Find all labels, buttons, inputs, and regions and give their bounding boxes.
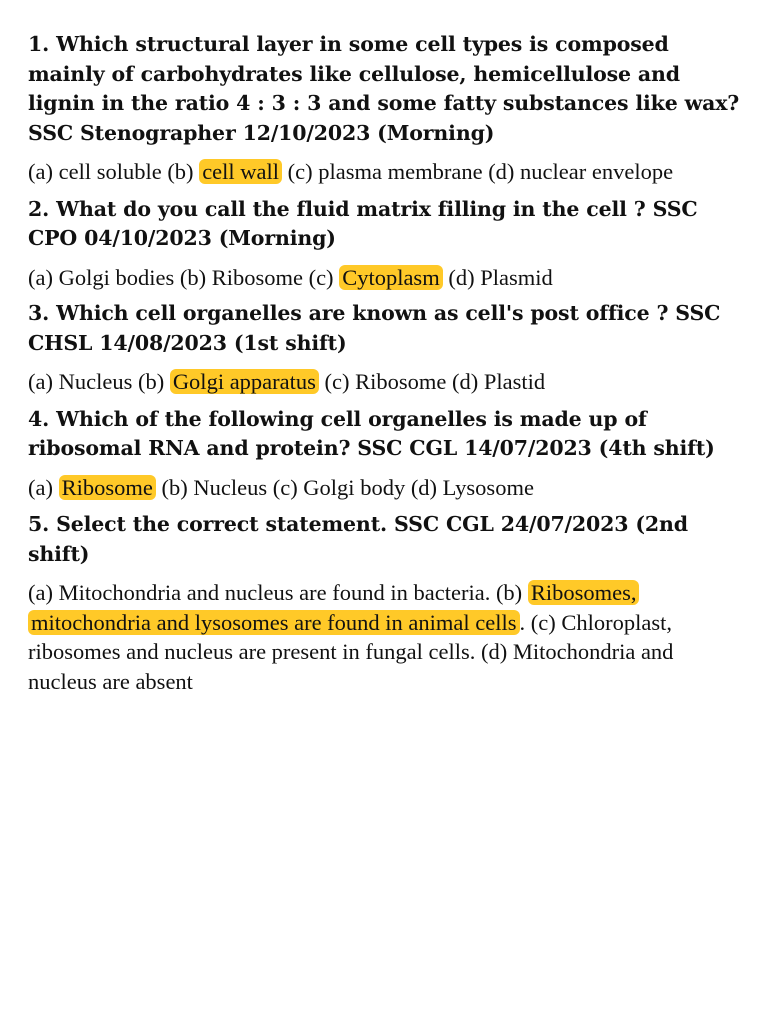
question-block-3	[28, 299, 740, 397]
question-block-5	[28, 510, 740, 696]
question-text: 1. Which structural layer in some cell types is composed mainly of carbohydrates like cellulose, hemicellulose and lignin in the ratio 4 : 3 : 3 and some fatty substances like wax? SSC Stenographer 12/10/2023 (Morning)	[28, 32, 740, 145]
question-block-2	[28, 195, 740, 293]
question-block-1	[28, 30, 740, 187]
highlighted-answer: Cytoplasm	[339, 265, 443, 290]
question-text: 5. Select the correct statement. SSC CGL 24/07/2023 (2nd shift)	[28, 512, 688, 566]
options-before: (a) Nucleus (b)	[28, 369, 170, 394]
options-before: (a) cell soluble (b)	[28, 159, 200, 184]
question-text: 4. Which of the following cell organelles is made up of ribosomal RNA and protein? SSC CGL 14/07/2023 (4th shift)	[28, 406, 715, 460]
options-after: . (c) Chloroplast, ribosomes and nucleus are present in fungal cells. (d) Mitochondria and nucleus are absent	[28, 609, 674, 694]
question-block-4	[28, 405, 740, 503]
options-after: (d) Plasmid	[442, 264, 553, 290]
answer-options	[28, 578, 740, 696]
highlighted-answer: Golgi apparatus	[170, 369, 319, 394]
answer-options	[28, 157, 740, 187]
answer-options	[28, 473, 740, 503]
options-before: (a) Mitochondria and nucleus are found in bacteria. (b)	[28, 580, 528, 605]
answer-options	[28, 367, 740, 397]
options-before: (a) Golgi bodies (b) Ribosome (c)	[28, 264, 340, 290]
highlighted-answer: cell wall	[199, 159, 282, 184]
options-before: (a)	[28, 474, 59, 500]
highlighted-answer: Ribosome	[59, 475, 156, 500]
highlighted-answer: Ribosomes, mitochondria and lysosomes are found in animal cells	[28, 580, 639, 635]
question-text: 3. Which cell organelles are known as cell's post office ? SSC CHSL 14/08/2023 (1st shift)	[28, 301, 721, 355]
options-after: (b) Nucleus (c) Golgi body (d) Lysosome	[155, 474, 534, 500]
options-after: (c) Ribosome (d) Plastid	[318, 369, 546, 394]
question-text: 2. What do you call the fluid matrix filling in the cell ? SSC CPO 04/10/2023 (Morning)	[28, 196, 698, 250]
options-after: (c) plasma membrane (d) nuclear envelope	[282, 159, 674, 184]
document-page	[28, 30, 740, 704]
answer-options	[28, 263, 740, 293]
